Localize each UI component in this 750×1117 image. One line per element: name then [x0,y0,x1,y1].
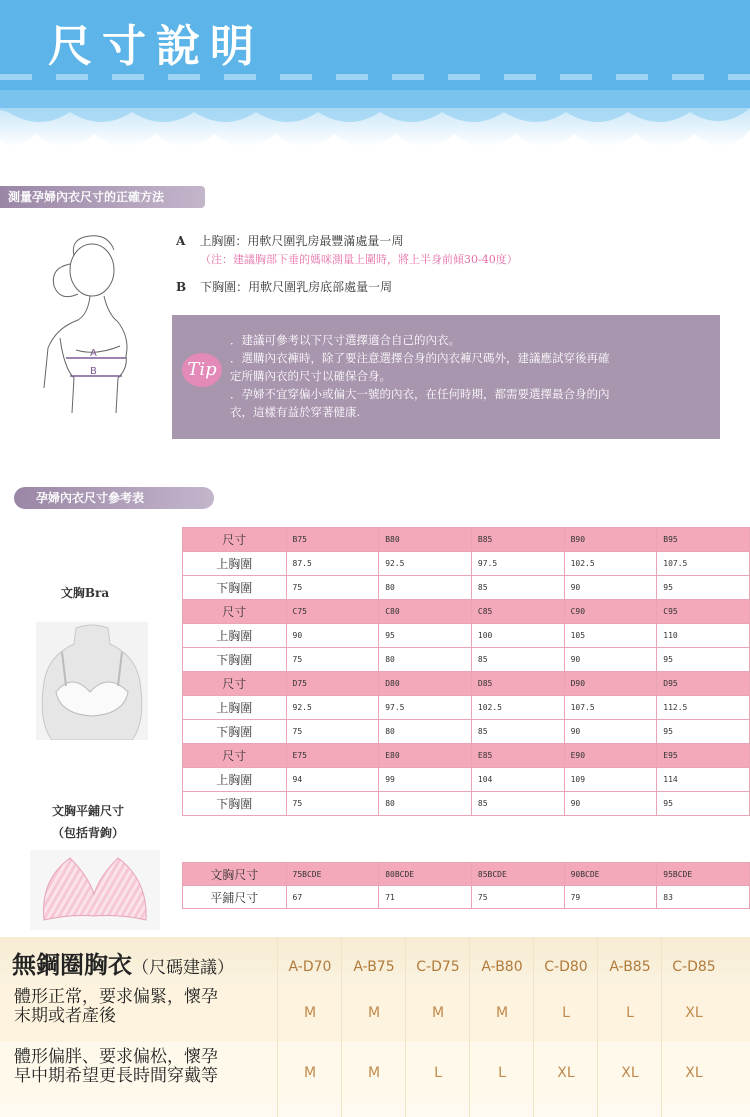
size-row [183,552,750,576]
size-cell: B85 [471,528,564,552]
row-description: 體形偏胖、要求偏松，懷孕 早中期希望更長時間穿戴等 [14,1047,218,1086]
size-cell: 87.5 [286,552,379,576]
header-dash-line [0,74,750,80]
size-cell: 75 [471,886,564,909]
size-cell: 105 [564,624,657,648]
tip-line: ．選購內衣褲時，除了要注意選擇合身的內衣褲尺碼外，建議應試穿後再確 [230,351,610,365]
size-cell: E95 [657,744,750,768]
row-header: 尺寸 [183,528,287,552]
size-row [183,672,750,696]
size-cell: 67 [286,886,379,909]
size-cell: 97.5 [379,696,472,720]
size-cell: E80 [379,744,472,768]
row-header: 下胸圍 [183,720,287,744]
suggested-size-cell: XL [685,1005,703,1021]
tip-box [172,315,720,439]
suggested-size-cell: M [303,1065,317,1081]
size-cell: 75BCDE [286,863,379,886]
size-cell: 95 [657,576,750,600]
size-row [183,528,750,552]
size-table [182,527,750,816]
size-cell: B80 [379,528,472,552]
row-description: 體形正常，要求偏緊，懷孕 末期或者產後 [14,987,218,1026]
size-row [183,792,750,816]
size-cell: 95 [657,720,750,744]
size-cell: 107.5 [564,696,657,720]
header-banner [0,0,750,170]
column-separator [405,937,406,1117]
scallop-decoration [0,90,750,160]
measure-note: （注：建議胸部下垂的媽咪測量上圍時，將上半身前傾30-40度） [200,253,518,266]
size-row [183,744,750,768]
row-header: 尺寸 [183,744,287,768]
size-cell: 107.5 [657,552,750,576]
size-column-header: A-B75 [353,959,395,975]
size-cell: 90 [286,624,379,648]
size-cell: B90 [564,528,657,552]
column-separator [469,937,470,1117]
size-column-header: A-B80 [481,959,523,975]
size-cell: B95 [657,528,750,552]
size-cell: C80 [379,600,472,624]
body-figure-illustration [30,228,170,418]
tip-badge: Tip [182,353,222,387]
size-cell: 85 [471,720,564,744]
measure-upper-chest: A 上胸圍：用軟尺圍乳房最豐滿處量一周 [176,234,404,248]
size-cell: 94 [286,768,379,792]
row-header: 下胸圍 [183,576,287,600]
size-cell: E90 [564,744,657,768]
size-cell: 92.5 [286,696,379,720]
size-cell: 114 [657,768,750,792]
suggested-size-cell: M [495,1005,509,1021]
size-cell: C85 [471,600,564,624]
label-a: A [90,348,97,359]
row-header: 平鋪尺寸 [183,886,287,909]
flat-size-table [182,862,750,909]
bra-mannequin-image [36,622,148,740]
suggested-size-cell: XL [685,1065,703,1081]
size-cell: C95 [657,600,750,624]
size-cell: 95 [657,792,750,816]
size-cell: D95 [657,672,750,696]
size-cell: C75 [286,600,379,624]
size-cell: 90 [564,792,657,816]
suggested-size-cell: L [434,1065,442,1081]
size-column-header: C-D75 [416,959,460,975]
size-row [183,886,750,909]
size-cell: 95 [657,648,750,672]
wireless-bra-size-guide [0,937,750,1117]
column-separator [661,937,662,1117]
size-cell: 92.5 [379,552,472,576]
page-title: 尺寸說明 [48,21,264,72]
size-row [183,600,750,624]
tip-line: ．孕婦不宜穿偏小或偏大一號的內衣，在任何時期，都需要選擇最合身的內 [230,387,610,401]
row-header: 上胸圍 [183,552,287,576]
size-cell: 85 [471,792,564,816]
size-cell: 95 [379,624,472,648]
column-separator [597,937,598,1117]
size-cell: 109 [564,768,657,792]
suggested-size-cell: L [562,1005,570,1021]
size-cell: 102.5 [564,552,657,576]
size-cell: 75 [286,576,379,600]
size-column-header: C-D85 [672,959,716,975]
size-cell: 95BCDE [657,863,750,886]
size-row [183,768,750,792]
size-cell: 90 [564,576,657,600]
size-cell: 112.5 [657,696,750,720]
size-cell: D90 [564,672,657,696]
size-cell: D80 [379,672,472,696]
size-cell: 75 [286,648,379,672]
row-header: 上胸圍 [183,696,287,720]
size-cell: 80 [379,648,472,672]
size-cell: 85 [471,648,564,672]
row-header: 上胸圍 [183,624,287,648]
size-cell: 90 [564,648,657,672]
size-cell: 71 [379,886,472,909]
row-header: 上胸圍 [183,768,287,792]
size-cell: 75 [286,792,379,816]
size-row [183,576,750,600]
tip-line: ．建議可參考以下尺寸選擇適合自己的內衣。 [230,333,460,347]
size-cell: D85 [471,672,564,696]
suggested-size-cell: M [367,1005,381,1021]
size-cell: 102.5 [471,696,564,720]
tip-line: 衣，這樣有益於穿著健康. [230,405,361,419]
suggestion-row [0,1044,750,1102]
size-cell: 100 [471,624,564,648]
size-cell: 85BCDE [471,863,564,886]
size-cell: 90BCDE [564,863,657,886]
size-cell: 75 [286,720,379,744]
size-cell: 90 [564,720,657,744]
size-cell: 104 [471,768,564,792]
tip-line: 定所購內衣的尺寸以確保合身。 [230,369,391,383]
row-header: 下胸圍 [183,792,287,816]
label-flat-size: 文胸平鋪尺寸 （包括背鉤） [51,804,124,840]
size-row [183,720,750,744]
wireless-title: 無鋼圈胸衣（尺碼建議） [12,951,234,979]
size-cell: 97.5 [471,552,564,576]
size-cell: 80 [379,720,472,744]
size-cell: C90 [564,600,657,624]
flat-bra-image [30,850,160,930]
size-cell: 80 [379,792,472,816]
size-row [183,624,750,648]
size-cell: E85 [471,744,564,768]
row-header: 尺寸 [183,672,287,696]
size-column-header: C-D80 [544,959,588,975]
size-cell: E75 [286,744,379,768]
column-separator [533,937,534,1117]
size-cell: 99 [379,768,472,792]
suggested-size-cell: M [431,1005,445,1021]
label-b: B [90,366,97,377]
size-column-header: A-D70 [288,959,332,975]
size-cell: 79 [564,886,657,909]
column-separator [341,937,342,1117]
suggested-size-cell: XL [621,1065,639,1081]
suggested-size-cell: L [498,1065,506,1081]
size-cell: 80 [379,576,472,600]
row-header: 文胸尺寸 [183,863,287,886]
size-cell: B75 [286,528,379,552]
row-header: 下胸圍 [183,648,287,672]
size-row [183,648,750,672]
suggested-size-cell: XL [557,1065,575,1081]
suggested-size-cell: M [367,1065,381,1081]
size-cell: 85 [471,576,564,600]
size-row [183,863,750,886]
row-header: 尺寸 [183,600,287,624]
section-size-table-title: 孕婦內衣尺寸參考表 [14,487,214,509]
size-cell: 110 [657,624,750,648]
section-measure-title: 測量孕婦內衣尺寸的正確方法 [0,186,205,208]
size-row [183,696,750,720]
measure-under-chest: B 下胸圍：用軟尺圍乳房底部處量一周 [176,280,393,294]
column-separator [277,937,278,1117]
size-column-header: A-B85 [609,959,651,975]
suggestion-row [0,984,750,1042]
label-bra: 文胸Bra [60,586,110,600]
size-cell: 80BCDE [379,863,472,886]
size-cell: 83 [657,886,750,909]
suggested-size-cell: M [303,1005,317,1021]
tip-lines [230,331,712,421]
suggested-size-cell: L [626,1005,634,1021]
size-cell: D75 [286,672,379,696]
